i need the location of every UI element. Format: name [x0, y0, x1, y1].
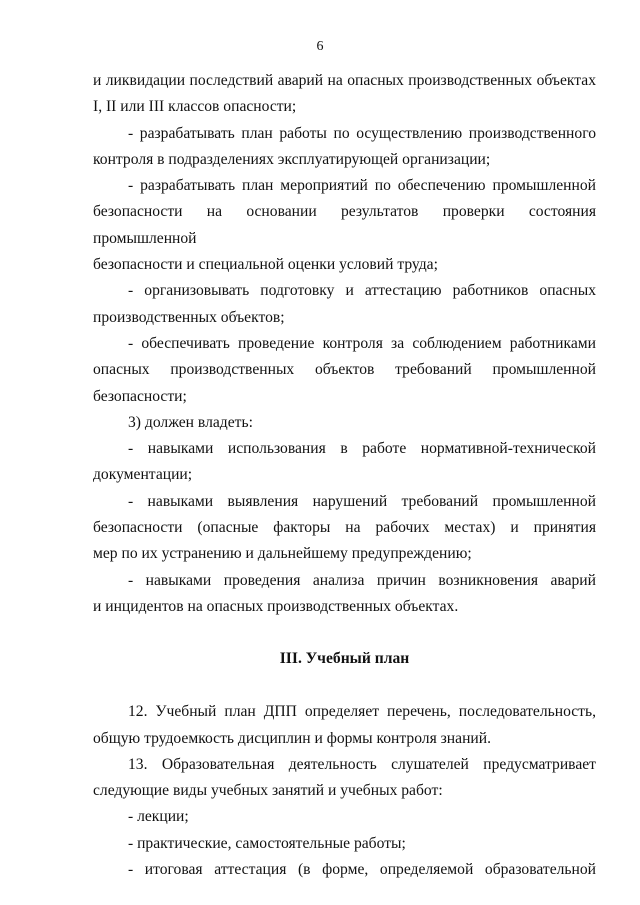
text-line: - навыками использования в работе нормативной-технической	[128, 440, 596, 458]
text-line: - обеспечивать проведение контроля за соблюдением работниками	[128, 334, 596, 352]
competency-list	[93, 68, 596, 620]
text-line: безопасности и специальной оценки условий труда;	[93, 256, 438, 274]
text-line: и ликвидации последствий аварий на опасных производственных объектах	[93, 72, 596, 89]
text-line: - практические, самостоятельные работы;	[128, 834, 406, 852]
section-heading: III. Учебный план	[279, 650, 410, 668]
text-line: следующие виды учебных занятий и учебных работ:	[93, 782, 443, 800]
text-line: 13. Образовательная деятельность слушателей предусматривает	[128, 755, 596, 773]
text-line: - разрабатывать план мероприятий по обеспечению промышленной	[128, 177, 596, 195]
text-line: 3) должен владеть:	[128, 413, 253, 431]
text-line: 12. Учебный план ДПП определяет перечень, последовательность,	[128, 703, 596, 721]
text-line: документации;	[93, 466, 193, 484]
text-line: I, II или III классов опасности;	[93, 98, 297, 116]
curriculum-section	[93, 699, 596, 883]
text-line: - разрабатывать план работы по осуществлению производственного	[128, 124, 596, 142]
text-line: - лекции;	[128, 808, 189, 826]
text-line: - навыками выявления нарушений требований промышленной	[128, 492, 596, 510]
page-number: 6	[316, 39, 324, 54]
text-line: безопасности;	[93, 387, 187, 405]
text-line: контроля в подразделениях эксплуатирующей организации;	[93, 150, 491, 168]
text-line: безопасности (опасные факторы на рабочих местах) и принятия	[93, 519, 596, 537]
text-line: безопасности на основании результатов проверки состояния промышленной	[93, 203, 596, 247]
document-body	[93, 68, 596, 883]
text-line: - итоговая аттестация (в форме, определяемой образовательной	[128, 861, 596, 879]
text-line: опасных производственных объектов требований промышленной	[93, 361, 596, 379]
text-line: - навыками проведения анализа причин возникновения аварий	[128, 571, 596, 589]
text-line: мер по их устранению и дальнейшему предупреждению;	[93, 545, 472, 563]
text-line: - организовывать подготовку и аттестацию работников опасных	[128, 282, 596, 300]
text-line: общую трудоемкость дисциплин и формы контроля знаний.	[93, 729, 492, 747]
text-line: производственных объектов;	[93, 308, 285, 326]
text-line: и инцидентов на опасных производственных объектах.	[93, 597, 459, 615]
